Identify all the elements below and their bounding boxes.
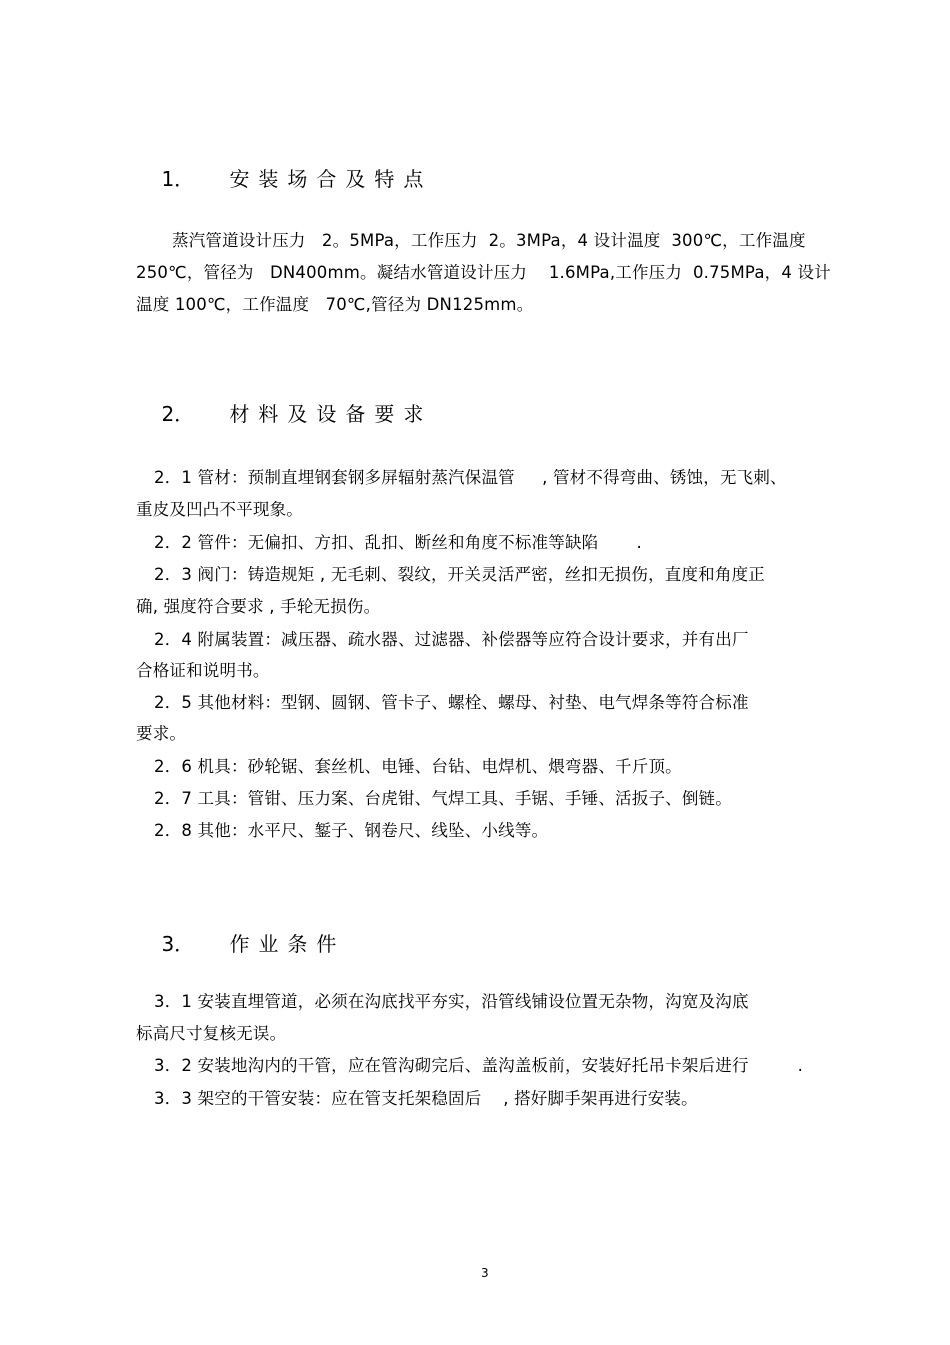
section-title: 安装场合及特点: [229, 167, 433, 191]
section-3-heading: [136, 908, 345, 980]
list-item-line: 2．1 管材：预制直埋钢套钢多屏辐射蒸汽保温管 , 管材不得弯曲、锈蚀，无飞刺、: [154, 468, 787, 487]
list-item-line: 合格证和说明书。: [136, 661, 270, 680]
paragraph-line: 蒸汽管道设计压力 2。5MPa，工作压力 2。3MPa，4 设计温度 300℃，工作温度: [172, 231, 806, 250]
list-item-line: 标高尺寸复核无误。: [136, 1024, 287, 1043]
list-item-line: 3．2 安装地沟内的干管，应在管沟砌完后、盖沟盖板前，安装好托吊卡架后进行 .: [154, 1056, 804, 1075]
section-2-heading: [136, 378, 432, 450]
list-item-line: 确, 强度符合要求 , 手轮无损伤。: [136, 597, 381, 616]
paragraph-line: 温度 100℃，工作温度 70℃,管径为 DN125mm。: [136, 295, 534, 314]
list-item-line: 2．8 其他：水平尺、錾子、钢卷尺、线坠、小线等。: [154, 821, 549, 840]
list-item-line: 2．5 其他材料：型钢、圆钢、管卡子、螺栓、螺母、衬垫、电气焊条等符合标准: [154, 693, 749, 712]
list-item-line: 2．6 机具：砂轮锯、套丝机、电锤、台钻、电焊机、煨弯器、千斤顶。: [154, 757, 682, 776]
list-item-line: 2．7 工具：管钳、压力案、台虎钳、气焊工具、手锯、手锤、活扳子、倒链。: [154, 789, 732, 808]
list-item-line: 2．4 附属装置：减压器、疏水器、过滤器、补偿器等应符合设计要求，并有出厂: [154, 630, 749, 649]
section-title: 作业条件: [229, 932, 346, 956]
section-title: 材料及设备要求: [229, 402, 433, 426]
section-number: 3．: [161, 932, 195, 956]
paragraph-line: 250℃，管径为 DN400mm。凝结水管道设计压力 1.6MPa,工作压力 0.75MPa，4 设计: [136, 263, 831, 282]
section-number: 2．: [161, 402, 195, 426]
list-item-line: 3．1 安装直埋管道，必须在沟底找平夯实，沿管线铺设位置无杂物，沟宽及沟底: [154, 992, 749, 1011]
list-item-line: 重皮及凹凸不平现象。: [136, 500, 303, 519]
section-number: 1．: [161, 167, 195, 191]
list-item-line: 2．3 阀门：铸造规矩 , 无毛刺、裂纹，开关灵活严密，丝扣无损伤，直度和角度正: [154, 565, 765, 584]
page-number: 3: [481, 1266, 489, 1280]
list-item-line: 3．3 架空的干管安装：应在管支托架稳固后 , 搭好脚手架再进行安装。: [154, 1089, 698, 1108]
list-item-line: 2．2 管件：无偏扣、方扣、乱扣、断丝和角度不标准等缺陷 .: [154, 533, 642, 552]
section-1-heading: [136, 143, 432, 215]
list-item-line: 要求。: [136, 724, 187, 743]
